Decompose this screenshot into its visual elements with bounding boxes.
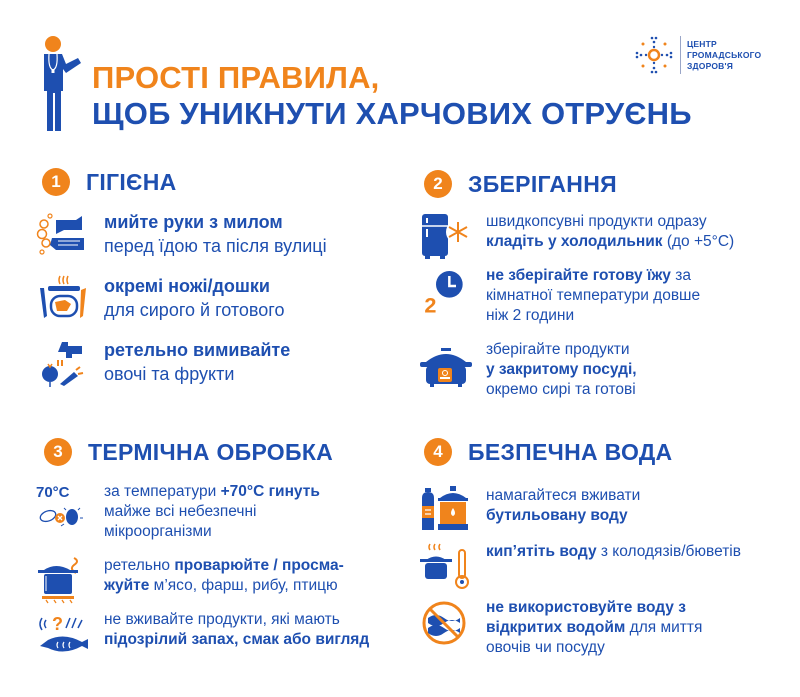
temperature-microbes-icon: 70°C [36,482,92,532]
heat-item-suspicious-food: ? не вживайте продукти, які мають підозрілий запах, смак або вигляд [36,610,369,660]
fridge-snowflake-icon [418,212,474,262]
hygiene-item-separate-knives: окремі ножі/дошки для сирого й готового [36,274,284,324]
section-title: ГІГІЄНА [86,168,177,195]
section-number-badge: 2 [424,170,452,198]
section-title: ТЕРМІЧНА ОБРОБКА [88,438,334,465]
water-item-bottled: намагайтеся вживати бутильовану воду [418,486,640,536]
bottled-water-icon [418,486,474,536]
logo-text: ЦЕНТР ГРОМАДСЬКОГО ЗДОРОВ'Я [687,38,762,71]
storage-item-two-hours: 2 не зберігайте готову їжу за кімнатної температури довше ніж 2 години [418,266,700,326]
suspicious-fish-icon [36,610,92,660]
water-item-no-open-water: не використовуйте воду з відкритих водойм для миття овочів чи посуду [418,598,702,658]
water-item-boil: кип’ятіть воду з колодязів/бюветів [418,542,741,592]
public-health-center-logo [632,33,761,77]
svg-text:2: 2 [424,292,437,316]
cutting-board-knives-icon [36,274,92,324]
clock-2-hours-icon [418,266,474,316]
section-hygiene-header [42,168,177,196]
section-safe-water-header [424,438,672,466]
section-number-badge: 3 [44,438,72,466]
section-storage-header [424,170,617,198]
no-open-water-icon [418,598,474,648]
section-heat-treatment-header [44,438,333,466]
title-line-2: ЩОБ УНИКНУТИ ХАРЧОВИХ ОТРУЄНЬ [92,96,692,131]
logo-divider [680,36,681,74]
hand-washing-icon [36,210,92,260]
heat-item-cook-thoroughly: ретельно проварюйте / просма- жуйте м’ясо, фарш, рибу, птицю [36,556,344,606]
hygiene-item-wash-hands: мийте руки з милом перед їдою та після вулиці [36,210,327,260]
section-number-badge: 4 [424,438,452,466]
cooking-pot-icon [36,556,92,606]
hygiene-item-wash-produce: ретельно вимивайте овочі та фрукти [36,338,290,388]
section-title: ЗБЕРІГАННЯ [468,170,617,197]
svg-text:?: ? [52,614,63,634]
storage-item-closed-container: зберігайте продукти у закритому посуді, окремо сирі та готові [418,340,637,400]
closed-pot-icon [418,340,474,390]
logo-dots-icon [632,33,676,77]
doctor-figure-icon [34,34,84,134]
title-line-1: ПРОСТІ ПРАВИЛА, [92,60,380,95]
boiling-water-thermometer-icon [418,542,474,592]
section-title: БЕЗПЕЧНА ВОДА [468,438,673,465]
tap-vegetables-icon [36,338,92,388]
storage-item-fridge: швидкопсувні продукти одразу кладіть у холодильник (до +5°C) [418,212,734,262]
page-title [92,60,692,132]
section-number-badge: 1 [42,168,70,196]
heat-item-temperature: 70°C за температури +70°C гинуть майже всі небезпечні мікроорганізми [36,483,320,540]
